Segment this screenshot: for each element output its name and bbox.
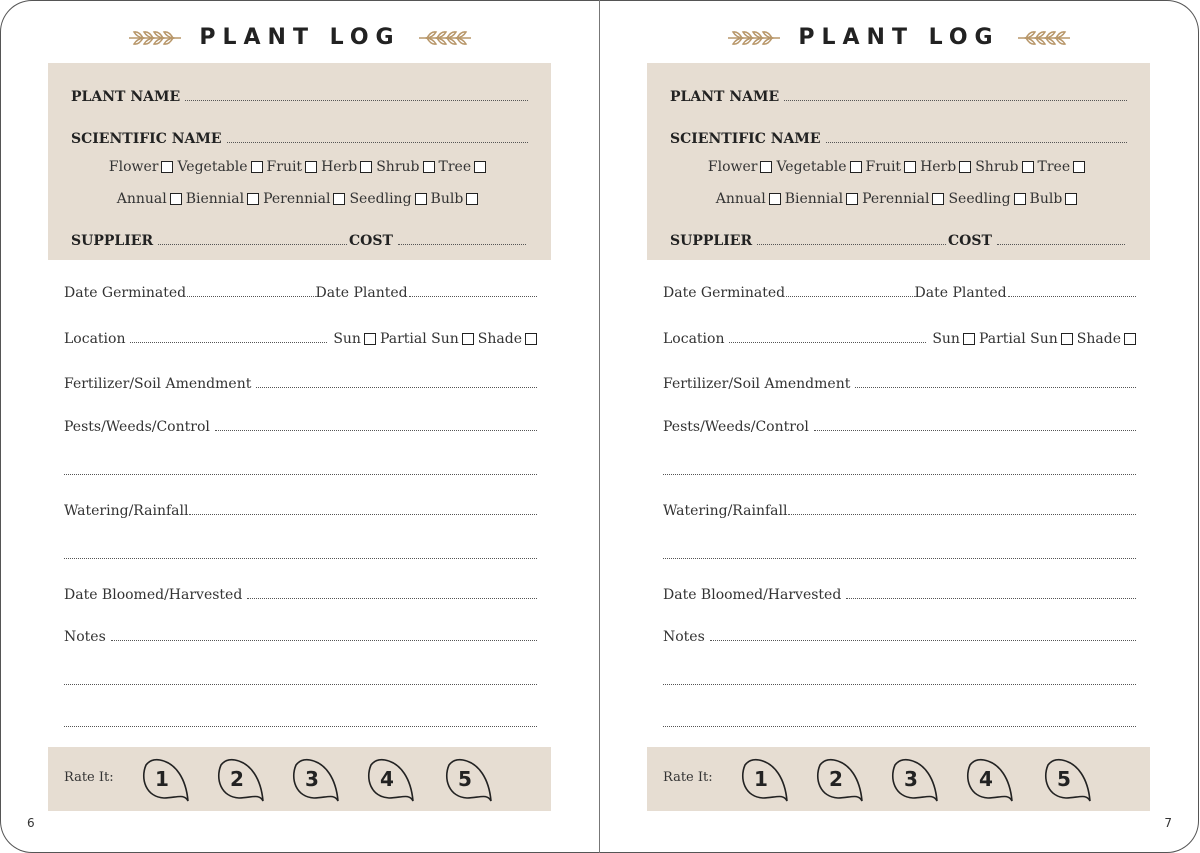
cost-label: COST (349, 233, 393, 249)
fertilizer-label: Fertilizer/Soil Amendment (64, 376, 252, 392)
fertilizer-label: Fertilizer/Soil Amendment (663, 376, 851, 392)
notes-extra-field[interactable] (663, 683, 1136, 685)
supplier-label: SUPPLIER (71, 233, 154, 249)
date-germinated-label: Date Germinated (663, 285, 786, 301)
page-number: 6 (27, 816, 35, 830)
page-title: PLANT LOG (199, 25, 401, 50)
option-bulb (431, 191, 479, 207)
location-field[interactable] (130, 341, 327, 343)
notes-extra-field[interactable] (64, 725, 537, 727)
dates-row (663, 285, 1136, 301)
vegetable-checkbox[interactable] (850, 161, 862, 173)
notes-row (663, 629, 1136, 645)
option-bulb (1030, 191, 1078, 207)
rating-leaf-4[interactable] (363, 757, 415, 803)
shade-label: Shade (1076, 331, 1121, 347)
supplier-field[interactable] (757, 243, 946, 245)
option-herb (920, 159, 971, 175)
plant-type-row (647, 159, 1150, 175)
option-label: Seedling (349, 191, 412, 207)
option-tree (439, 159, 487, 175)
cost-label: COST (948, 233, 992, 249)
rating-leaf-1[interactable] (737, 757, 789, 803)
option-flower (708, 159, 773, 175)
partial-sun-label: Partial Sun (978, 331, 1058, 347)
date-bloomed-label: Date Bloomed/Harvested (64, 587, 243, 603)
option-tree (1038, 159, 1086, 175)
shade-checkbox[interactable] (525, 333, 537, 345)
supplier-field[interactable] (158, 243, 347, 245)
sun-option (333, 331, 376, 347)
date-planted-label: Date Planted (315, 285, 408, 301)
sun-label: Sun (333, 331, 361, 347)
date-bloomed-label: Date Bloomed/Harvested (663, 587, 842, 603)
rating-leaf-3[interactable] (887, 757, 939, 803)
rating-leaf-2[interactable] (812, 757, 864, 803)
rating-value: 4 (380, 767, 394, 791)
notes-extra-field[interactable] (663, 725, 1136, 727)
partial-sun-checkbox[interactable] (462, 333, 474, 345)
watering-field[interactable] (788, 513, 1136, 515)
sun-checkbox[interactable] (364, 333, 376, 345)
pests-label: Pests/Weeds/Control (64, 419, 210, 435)
annual-checkbox[interactable] (170, 193, 182, 205)
scientific-name-row (71, 131, 528, 147)
option-label: Biennial (185, 191, 245, 207)
watering-extra-field[interactable] (64, 557, 537, 559)
plant-name-field[interactable] (185, 99, 528, 101)
option-perennial (862, 191, 944, 207)
page-title: PLANT LOG (798, 25, 1000, 50)
pests-field[interactable] (215, 429, 537, 431)
watering-label: Watering/Rainfall (663, 503, 788, 519)
plant-name-row (670, 89, 1127, 105)
rating-value: 2 (829, 767, 843, 791)
supplier-label: SUPPLIER (670, 233, 753, 249)
notes-extra-field[interactable] (64, 683, 537, 685)
option-shrub (975, 159, 1033, 175)
cost-row (349, 233, 526, 249)
partial-sun-option (380, 331, 474, 347)
rating-box (48, 747, 551, 811)
watering-row (663, 503, 1136, 519)
rating-value: 4 (979, 767, 993, 791)
pests-field[interactable] (814, 429, 1136, 431)
biennial-checkbox[interactable] (846, 193, 858, 205)
rating-value: 1 (155, 767, 169, 791)
option-fruit (866, 159, 917, 175)
annual-checkbox[interactable] (769, 193, 781, 205)
option-biennial (186, 191, 259, 207)
perennial-checkbox[interactable] (333, 193, 345, 205)
wheat-sprig-icon (127, 28, 183, 48)
sun-label: Sun (932, 331, 960, 347)
fertilizer-field[interactable] (855, 386, 1136, 388)
rating-leaf-2[interactable] (213, 757, 265, 803)
watering-label: Watering/Rainfall (64, 503, 189, 519)
rating-value: 3 (904, 767, 918, 791)
herb-checkbox[interactable] (959, 161, 971, 173)
rating-value: 5 (1057, 767, 1071, 791)
rating-value: 5 (458, 767, 472, 791)
date-germinated-label: Date Germinated (64, 285, 187, 301)
option-label: Fruit (865, 159, 902, 175)
shade-option (1077, 331, 1136, 347)
option-label: Herb (920, 159, 957, 175)
option-label: Vegetable (177, 159, 248, 175)
perennial-checkbox[interactable] (932, 193, 944, 205)
notes-label: Notes (663, 629, 705, 645)
scientific-name-field[interactable] (826, 141, 1127, 143)
cost-field[interactable] (398, 243, 526, 245)
supplier-row (670, 233, 946, 249)
date-planted-field[interactable] (409, 295, 537, 297)
option-annual (117, 191, 182, 207)
option-label: Flower (108, 159, 159, 175)
seedling-checkbox[interactable] (415, 193, 427, 205)
pests-extra-field[interactable] (663, 473, 1136, 475)
pests-extra-row (663, 461, 1136, 479)
watering-extra-row (663, 545, 1136, 563)
shade-label: Shade (477, 331, 522, 347)
watering-extra-row (64, 545, 537, 563)
location-label: Location (663, 331, 725, 347)
scientific-name-label: SCIENTIFIC NAME (670, 131, 821, 147)
plant-name-field[interactable] (784, 99, 1127, 101)
page-header (1, 25, 599, 50)
partial-sun-option (979, 331, 1073, 347)
location-row (663, 331, 1136, 347)
plant-name-row (71, 89, 528, 105)
notes-extra-row (663, 713, 1136, 731)
tree-checkbox[interactable] (474, 161, 486, 173)
dates-row (64, 285, 537, 301)
rating-leaf-5[interactable] (441, 757, 493, 803)
shrub-checkbox[interactable] (1022, 161, 1034, 173)
date-germinated-field[interactable] (786, 295, 914, 297)
plant-type-row (48, 159, 551, 175)
date-germinated-field[interactable] (187, 295, 315, 297)
watering-extra-field[interactable] (663, 557, 1136, 559)
rating-leaf-3[interactable] (288, 757, 340, 803)
pests-row (64, 419, 537, 435)
shade-option (478, 331, 537, 347)
option-label: Bulb (1029, 191, 1063, 207)
option-label: Vegetable (776, 159, 847, 175)
rating-leaf-5[interactable] (1040, 757, 1092, 803)
option-seedling (948, 191, 1025, 207)
option-label: Fruit (266, 159, 303, 175)
option-label: Flower (707, 159, 758, 175)
partial-sun-label: Partial Sun (379, 331, 459, 347)
pests-label: Pests/Weeds/Control (663, 419, 809, 435)
rating-label: Rate It: (663, 770, 713, 785)
location-field[interactable] (729, 341, 926, 343)
partial-sun-checkbox[interactable] (1061, 333, 1073, 345)
option-biennial (785, 191, 858, 207)
pests-extra-row (64, 461, 537, 479)
notes-extra-row (64, 671, 537, 689)
supplier-row (71, 233, 347, 249)
option-fruit (267, 159, 318, 175)
wheat-sprig-icon (1016, 28, 1072, 48)
scientific-name-label: SCIENTIFIC NAME (71, 131, 222, 147)
sun-checkbox[interactable] (963, 333, 975, 345)
plant-name-label: PLANT NAME (670, 89, 780, 105)
option-seedling (349, 191, 426, 207)
option-shrub (376, 159, 434, 175)
fertilizer-row (64, 376, 537, 392)
lifecycle-row (647, 191, 1150, 207)
option-label: Tree (1037, 159, 1071, 175)
option-perennial (263, 191, 345, 207)
bulb-checkbox[interactable] (1065, 193, 1077, 205)
page-left (0, 0, 599, 853)
notes-extra-row (64, 713, 537, 731)
sun-option (932, 331, 975, 347)
page-header (600, 25, 1198, 50)
option-label: Shrub (376, 159, 420, 175)
rating-value: 1 (754, 767, 768, 791)
page-right (600, 0, 1199, 853)
herb-checkbox[interactable] (360, 161, 372, 173)
seedling-checkbox[interactable] (1014, 193, 1026, 205)
watering-row (64, 503, 537, 519)
flower-checkbox[interactable] (161, 161, 173, 173)
date-planted-label: Date Planted (914, 285, 1007, 301)
rating-box (647, 747, 1150, 811)
date-bloomed-field[interactable] (846, 597, 1136, 599)
rating-value: 2 (230, 767, 244, 791)
tree-checkbox[interactable] (1073, 161, 1085, 173)
bloomed-row (663, 587, 1136, 603)
plant-info-box (647, 63, 1150, 260)
rating-label: Rate It: (64, 770, 114, 785)
rating-leaf-1[interactable] (138, 757, 190, 803)
option-label: Annual (715, 191, 766, 207)
wheat-sprig-icon (417, 28, 473, 48)
notes-label: Notes (64, 629, 106, 645)
option-label: Shrub (975, 159, 1019, 175)
plant-info-box (48, 63, 551, 260)
bloomed-row (64, 587, 537, 603)
vegetable-checkbox[interactable] (251, 161, 263, 173)
scientific-name-field[interactable] (227, 141, 528, 143)
biennial-checkbox[interactable] (247, 193, 259, 205)
option-label: Annual (116, 191, 167, 207)
option-herb (321, 159, 372, 175)
option-flower (109, 159, 174, 175)
wheat-sprig-icon (726, 28, 782, 48)
option-label: Perennial (862, 191, 930, 207)
lifecycle-row (48, 191, 551, 207)
scientific-name-row (670, 131, 1127, 147)
pests-row (663, 419, 1136, 435)
option-label: Herb (321, 159, 358, 175)
notes-extra-row (663, 671, 1136, 689)
notes-field[interactable] (111, 639, 537, 641)
notes-row (64, 629, 537, 645)
location-row (64, 331, 537, 347)
option-label: Biennial (784, 191, 844, 207)
option-annual (716, 191, 781, 207)
shade-checkbox[interactable] (1124, 333, 1136, 345)
location-label: Location (64, 331, 126, 347)
option-vegetable (177, 159, 262, 175)
rating-leaf-4[interactable] (962, 757, 1014, 803)
page-number: 7 (1164, 816, 1172, 830)
option-vegetable (776, 159, 861, 175)
cost-row (948, 233, 1125, 249)
bulb-checkbox[interactable] (466, 193, 478, 205)
option-label: Bulb (430, 191, 464, 207)
fruit-checkbox[interactable] (904, 161, 916, 173)
fertilizer-field[interactable] (256, 386, 537, 388)
flower-checkbox[interactable] (760, 161, 772, 173)
cost-field[interactable] (997, 243, 1125, 245)
plant-name-label: PLANT NAME (71, 89, 181, 105)
option-label: Seedling (948, 191, 1011, 207)
date-planted-field[interactable] (1008, 295, 1136, 297)
fruit-checkbox[interactable] (305, 161, 317, 173)
date-bloomed-field[interactable] (247, 597, 537, 599)
notes-field[interactable] (710, 639, 1136, 641)
shrub-checkbox[interactable] (423, 161, 435, 173)
option-label: Tree (438, 159, 472, 175)
pests-extra-field[interactable] (64, 473, 537, 475)
watering-field[interactable] (189, 513, 537, 515)
rating-value: 3 (305, 767, 319, 791)
option-label: Perennial (263, 191, 331, 207)
fertilizer-row (663, 376, 1136, 392)
